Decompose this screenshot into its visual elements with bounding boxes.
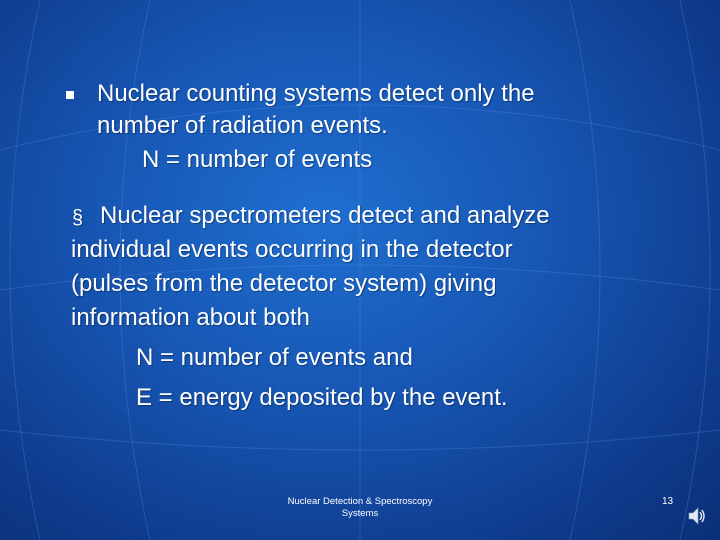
bullet2-line2: individual events occurring in the detector [71, 236, 513, 263]
bullet-square-icon [66, 91, 74, 99]
page-number: 13 [662, 496, 674, 507]
footer-title-line1: Nuclear Detection & Spectroscopy [287, 496, 433, 507]
bullet2-line3: (pulses from the detector system) giving [71, 270, 497, 297]
bullet2-line4: information about both [71, 304, 310, 331]
bullet2-marker: § [72, 207, 84, 229]
bullet1-line2: number of radiation events. [97, 112, 388, 139]
bullet2-line5: N = number of events and [136, 344, 413, 371]
bullet2-line1: Nuclear spectrometers detect and analyze [100, 202, 550, 229]
bullet1-line1: Nuclear counting systems detect only the [97, 80, 535, 107]
speaker-icon[interactable] [686, 505, 708, 527]
footer-title [270, 496, 450, 520]
bullet2-line6: E = energy deposited by the event. [136, 384, 508, 411]
footer-title-line2: Systems [341, 508, 379, 519]
bullet1-line3: N = number of events [142, 146, 373, 173]
